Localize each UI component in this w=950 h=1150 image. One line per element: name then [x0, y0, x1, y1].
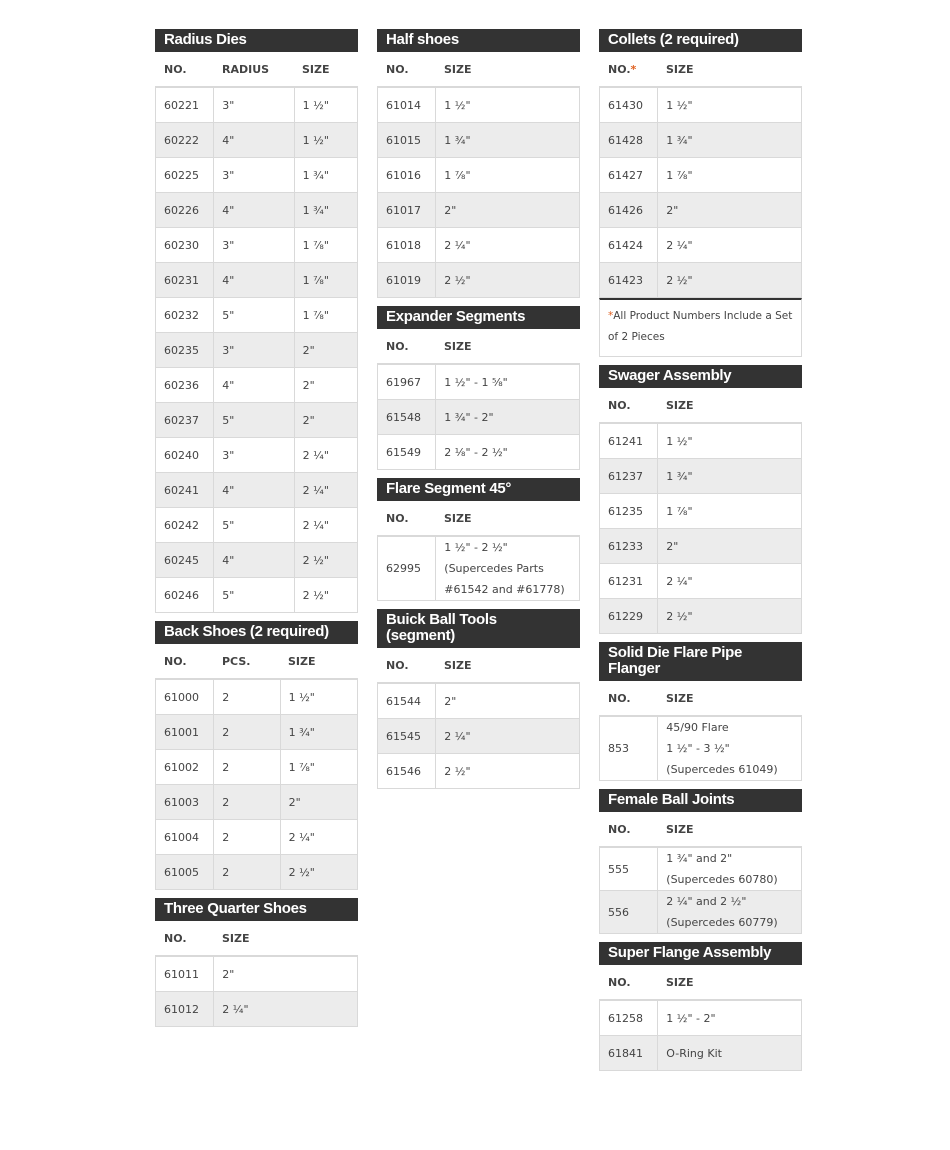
table-row: [156, 263, 358, 298]
value-cell: 3": [214, 158, 294, 193]
column-header: NO.: [386, 511, 409, 525]
table-row: [156, 88, 358, 123]
value-cell: 1 ½": [294, 88, 357, 123]
part-number-cell: 61017: [378, 193, 436, 228]
parts-table: [599, 847, 802, 934]
table-row: [378, 435, 580, 470]
part-number-cell: 60222: [156, 123, 214, 158]
value-cell: 3": [214, 88, 294, 123]
table-header: [377, 648, 580, 683]
section-title: Female Ball Joints: [599, 789, 802, 812]
value-cell: 1 ⅞": [294, 228, 357, 263]
part-number-cell: 61545: [378, 719, 436, 754]
value-cell: 1 ¾": [436, 123, 580, 158]
table-row: [156, 158, 358, 193]
part-number-cell: 61019: [378, 263, 436, 298]
column-left: [155, 29, 358, 1035]
value-cell: 1 ½" - 2": [658, 1001, 802, 1036]
value-cell: 5": [214, 403, 294, 438]
section-title: Radius Dies: [155, 29, 358, 52]
table-row: [378, 228, 580, 263]
section-title: Back Shoes (2 required): [155, 621, 358, 644]
value-cell: 2": [658, 193, 802, 228]
part-number-cell: 60225: [156, 158, 214, 193]
section-title: Buick Ball Tools (segment): [377, 609, 580, 648]
part-number-cell: 61237: [600, 459, 658, 494]
parts-table: [377, 683, 580, 789]
table-header: [599, 681, 802, 716]
table-header: [377, 329, 580, 364]
table-row: [156, 820, 358, 855]
table-row: [156, 508, 358, 543]
section-buick-ball-tools: [377, 609, 580, 789]
part-number-cell: 61430: [600, 88, 658, 123]
part-number-cell: 61426: [600, 193, 658, 228]
value-cell: 5": [214, 578, 294, 613]
table-row: [156, 957, 358, 992]
section-title: Swager Assembly: [599, 365, 802, 388]
section-swager-assembly: [599, 365, 802, 634]
column-header: SIZE: [288, 654, 316, 668]
column-header: SIZE: [666, 691, 694, 705]
section-radius-dies: [155, 29, 358, 613]
column-header: NO.: [386, 658, 409, 672]
column-header: NO.: [608, 975, 631, 989]
value-cell: 2 ¼": [658, 564, 802, 599]
parts-table: [599, 87, 802, 298]
table-header: [599, 388, 802, 423]
part-number-cell: 61231: [600, 564, 658, 599]
table-row: [156, 473, 358, 508]
value-cell: 1 ¾" and 2" (Supercedes 60780): [658, 848, 802, 891]
section-three-quarter-shoes: [155, 898, 358, 1027]
table-row: [600, 193, 802, 228]
parts-table: [599, 1000, 802, 1071]
table-row: [378, 719, 580, 754]
value-cell: 1 ¾": [658, 123, 802, 158]
parts-table: [377, 87, 580, 298]
value-cell: 1 ¾" - 2": [436, 400, 580, 435]
part-number-cell: 60226: [156, 193, 214, 228]
part-number-cell: 61548: [378, 400, 436, 435]
part-number-cell: 61015: [378, 123, 436, 158]
value-cell: 1 ¾": [294, 158, 357, 193]
section-half-shoes: [377, 29, 580, 298]
value-cell: 1 ⅞": [294, 263, 357, 298]
column-header: SIZE: [666, 62, 694, 76]
part-number-cell: 61549: [378, 435, 436, 470]
value-cell: 2 ⅛" - 2 ½": [436, 435, 580, 470]
part-number-cell: 555: [600, 848, 658, 891]
section-solid-die-flare: [599, 642, 802, 781]
value-cell: 2 ½": [294, 578, 357, 613]
part-number-cell: 60240: [156, 438, 214, 473]
column-header: SIZE: [302, 62, 330, 76]
value-cell: 4": [214, 263, 294, 298]
table-header: [377, 52, 580, 87]
section-back-shoes: [155, 621, 358, 890]
section-flare-segment: [377, 478, 580, 601]
part-number-cell: 61428: [600, 123, 658, 158]
table-row: [378, 684, 580, 719]
value-cell: 2 ¼": [280, 820, 357, 855]
part-number-cell: 61229: [600, 599, 658, 634]
value-cell: 1 ½": [436, 88, 580, 123]
value-cell: 2 ¼": [436, 719, 580, 754]
section-title: Expander Segments: [377, 306, 580, 329]
value-cell: 2 ¼" and 2 ½" (Supercedes 60779): [658, 891, 802, 934]
parts-table: [155, 679, 358, 890]
table-row: [600, 459, 802, 494]
part-number-cell: 61005: [156, 855, 214, 890]
part-number-cell: 61001: [156, 715, 214, 750]
value-cell: 2": [214, 957, 358, 992]
part-number-cell: 60232: [156, 298, 214, 333]
value-cell: 4": [214, 193, 294, 228]
table-header: [599, 965, 802, 1000]
table-header: [599, 52, 802, 87]
table-row: [600, 494, 802, 529]
table-row: [600, 263, 802, 298]
table-row: [600, 123, 802, 158]
column-header: NO.: [386, 62, 409, 76]
part-number-cell: 61427: [600, 158, 658, 193]
table-row: [378, 400, 580, 435]
part-number-cell: 60242: [156, 508, 214, 543]
value-cell: 1 ½" - 2 ½" (Supercedes Parts #61542 and #61778): [436, 537, 580, 601]
table-header: [155, 644, 358, 679]
section-super-flange-assembly: [599, 942, 802, 1071]
table-row: [600, 564, 802, 599]
value-cell: 2 ¼": [294, 473, 357, 508]
table-row: [600, 529, 802, 564]
table-row: [600, 158, 802, 193]
part-number-cell: 60221: [156, 88, 214, 123]
part-number-cell: 60241: [156, 473, 214, 508]
part-number-cell: 61014: [378, 88, 436, 123]
part-number-cell: 853: [600, 717, 658, 781]
value-cell: 4": [214, 473, 294, 508]
column-header: RADIUS: [222, 62, 270, 76]
column-header: SIZE: [444, 62, 472, 76]
part-number-cell: 61544: [378, 684, 436, 719]
column-header: SIZE: [444, 511, 472, 525]
section-title: Solid Die Flare Pipe Flanger: [599, 642, 802, 681]
table-row: [600, 599, 802, 634]
part-number-cell: 61546: [378, 754, 436, 789]
parts-table: [599, 716, 802, 781]
table-row: [378, 123, 580, 158]
table-row: [600, 848, 802, 891]
value-cell: 2": [436, 193, 580, 228]
table-row: [600, 88, 802, 123]
value-cell: 2": [436, 684, 580, 719]
value-cell: 1 ⅞": [280, 750, 357, 785]
value-cell: 2: [214, 785, 280, 820]
part-number-cell: 61012: [156, 992, 214, 1027]
section-title: Flare Segment 45°: [377, 478, 580, 501]
value-cell: 3": [214, 228, 294, 263]
parts-table: [377, 364, 580, 470]
value-cell: 5": [214, 508, 294, 543]
table-row: [600, 1001, 802, 1036]
value-cell: 2 ½": [658, 599, 802, 634]
part-number-cell: 61241: [600, 424, 658, 459]
value-cell: 1 ½": [280, 680, 357, 715]
part-number-cell: 61003: [156, 785, 214, 820]
column-header: PCS.: [222, 654, 251, 668]
section-collets: [599, 29, 802, 357]
table-header: [599, 812, 802, 847]
column-header: NO.: [608, 398, 631, 412]
table-row: [600, 228, 802, 263]
value-cell: 1 ½" - 1 ⅝": [436, 365, 580, 400]
footnote: [599, 298, 802, 357]
value-cell: 1 ¾": [658, 459, 802, 494]
value-cell: 2 ½": [436, 263, 580, 298]
part-number-cell: 60231: [156, 263, 214, 298]
part-number-cell: 60235: [156, 333, 214, 368]
value-cell: 1 ¾": [294, 193, 357, 228]
value-cell: 2 ½": [658, 263, 802, 298]
table-header: [155, 52, 358, 87]
value-cell: 1 ½": [658, 88, 802, 123]
section-title: Half shoes: [377, 29, 580, 52]
table-row: [156, 193, 358, 228]
part-number-cell: 61011: [156, 957, 214, 992]
table-row: [156, 403, 358, 438]
part-number-cell: 61018: [378, 228, 436, 263]
table-row: [156, 333, 358, 368]
table-row: [156, 578, 358, 613]
part-number-cell: 556: [600, 891, 658, 934]
value-cell: 1 ⅞": [658, 494, 802, 529]
parts-table: [155, 956, 358, 1027]
value-cell: 5": [214, 298, 294, 333]
value-cell: 2 ¼": [294, 438, 357, 473]
part-number-cell: 60237: [156, 403, 214, 438]
column-header: SIZE: [444, 339, 472, 353]
column-header: NO.: [608, 691, 631, 705]
value-cell: 2: [214, 680, 280, 715]
part-number-cell: 60236: [156, 368, 214, 403]
table-row: [378, 263, 580, 298]
part-number-cell: 61000: [156, 680, 214, 715]
part-number-cell: 61258: [600, 1001, 658, 1036]
value-cell: 2 ¼": [294, 508, 357, 543]
value-cell: O-Ring Kit: [658, 1036, 802, 1071]
section-title: Collets (2 required): [599, 29, 802, 52]
value-cell: 4": [214, 368, 294, 403]
table-row: [378, 365, 580, 400]
table-row: [156, 298, 358, 333]
table-row: [156, 543, 358, 578]
value-cell: 2": [294, 333, 357, 368]
column-header: NO.: [164, 931, 187, 945]
table-row: [156, 855, 358, 890]
column-header: NO.: [608, 822, 631, 836]
column-header: NO.: [164, 62, 187, 76]
section-title: Three Quarter Shoes: [155, 898, 358, 921]
section-female-ball-joints: [599, 789, 802, 934]
value-cell: 3": [214, 333, 294, 368]
column-right: [599, 29, 802, 1079]
part-number-cell: 61967: [378, 365, 436, 400]
part-number-cell: 61016: [378, 158, 436, 193]
section-title: Super Flange Assembly: [599, 942, 802, 965]
value-cell: 45/90 Flare 1 ½" - 3 ½" (Supercedes 61049): [658, 717, 802, 781]
value-cell: 2 ¼": [214, 992, 358, 1027]
value-cell: 2": [280, 785, 357, 820]
table-row: [156, 368, 358, 403]
table-header: [377, 501, 580, 536]
value-cell: 2 ¼": [658, 228, 802, 263]
asterisk-marker: *: [630, 62, 637, 76]
part-number-cell: 60246: [156, 578, 214, 613]
table-row: [156, 680, 358, 715]
value-cell: 2: [214, 855, 280, 890]
column-header: SIZE: [666, 975, 694, 989]
part-number-cell: 60245: [156, 543, 214, 578]
table-row: [600, 717, 802, 781]
table-row: [378, 754, 580, 789]
value-cell: 1 ½": [658, 424, 802, 459]
table-row: [156, 715, 358, 750]
footnote-text: All Product Numbers Include a Set of 2 Pieces: [608, 310, 793, 343]
value-cell: 2 ½": [294, 543, 357, 578]
part-number-cell: 61423: [600, 263, 658, 298]
parts-table: [599, 423, 802, 634]
section-expander-segments: [377, 306, 580, 470]
value-cell: 2: [214, 820, 280, 855]
table-row: [378, 193, 580, 228]
value-cell: 1 ⅞": [658, 158, 802, 193]
part-number-cell: 61233: [600, 529, 658, 564]
table-row: [156, 785, 358, 820]
column-header: [599, 63, 657, 76]
asterisk-marker: *: [608, 310, 614, 322]
value-cell: 2 ½": [280, 855, 357, 890]
column-middle: [377, 29, 580, 797]
table-header: [155, 921, 358, 956]
table-row: [378, 158, 580, 193]
part-number-cell: 61004: [156, 820, 214, 855]
part-number-cell: 61002: [156, 750, 214, 785]
value-cell: 1 ¾": [280, 715, 357, 750]
column-header: SIZE: [666, 398, 694, 412]
value-cell: 1 ⅞": [294, 298, 357, 333]
value-cell: 2": [294, 403, 357, 438]
table-row: [156, 992, 358, 1027]
parts-table: [155, 87, 358, 613]
parts-table: [377, 536, 580, 601]
value-cell: 4": [214, 543, 294, 578]
table-row: [378, 88, 580, 123]
part-number-cell: 60230: [156, 228, 214, 263]
value-cell: 1 ½": [294, 123, 357, 158]
column-header: SIZE: [444, 658, 472, 672]
table-row: [600, 424, 802, 459]
column-header: SIZE: [666, 822, 694, 836]
value-cell: 3": [214, 438, 294, 473]
value-cell: 1 ⅞": [436, 158, 580, 193]
value-cell: 2: [214, 715, 280, 750]
column-header: NO.: [386, 339, 409, 353]
table-row: [600, 891, 802, 934]
part-number-cell: 61841: [600, 1036, 658, 1071]
table-row: [156, 228, 358, 263]
column-header: SIZE: [222, 931, 250, 945]
table-row: [156, 123, 358, 158]
table-row: [600, 1036, 802, 1071]
table-row: [156, 750, 358, 785]
value-cell: 2": [658, 529, 802, 564]
value-cell: 2": [294, 368, 357, 403]
part-number-cell: 61235: [600, 494, 658, 529]
part-number-cell: 62995: [378, 537, 436, 601]
value-cell: 2: [214, 750, 280, 785]
value-cell: 2 ½": [436, 754, 580, 789]
column-header: NO.: [164, 654, 187, 668]
part-number-cell: 61424: [600, 228, 658, 263]
value-cell: 2 ¼": [436, 228, 580, 263]
column-header-label: NO.: [608, 62, 631, 76]
table-row: [378, 537, 580, 601]
table-row: [156, 438, 358, 473]
value-cell: 4": [214, 123, 294, 158]
